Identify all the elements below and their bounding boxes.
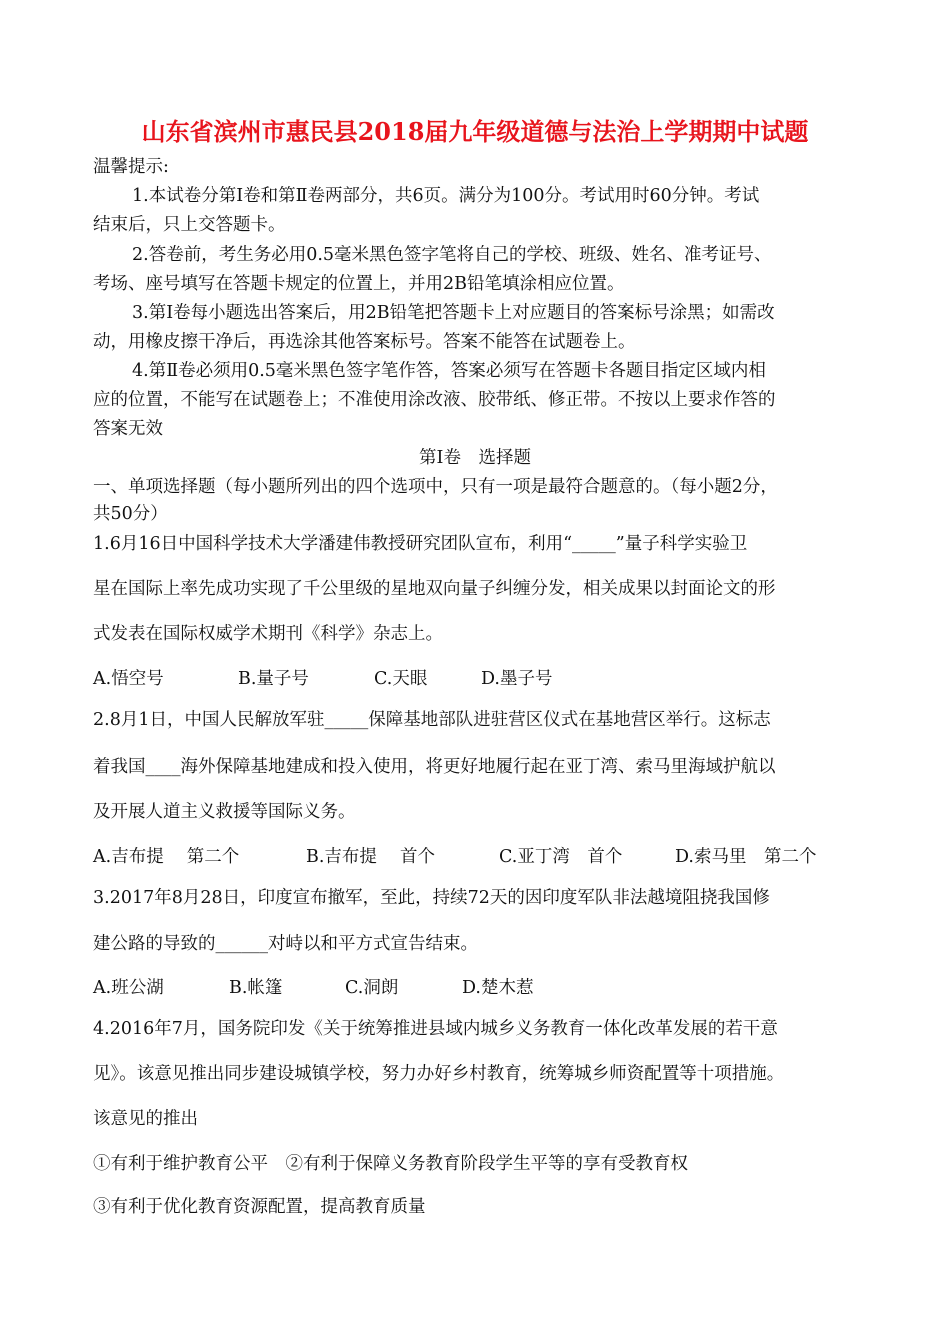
page-title: 山东省滨州市惠民县2018届九年级道德与法治上学期期中试题 xyxy=(141,117,809,146)
question-3-line-1: 3.2017年8月28日，印度宣布撤军，至此，持续72天的因印度军队非法越境阻挠我国修 xyxy=(93,888,770,908)
question-4-line-2: 见》。该意见推出同步建设城镇学校，努力办好乡村教育，统筹城乡师资配置等十项措施。 xyxy=(93,1064,785,1084)
question-1-line-1: 1.6月16日中国科学技术大学潘建伟教授研究团队宣布，利用“_____”量子科学实验卫 xyxy=(93,534,748,554)
question-2-line-2: 着我国____海外保障基地建成和投入使用，将更好地履行起在亚丁湾、索马里海域护航以 xyxy=(93,757,776,777)
tip-3-line-2: 动，用橡皮擦干净后，再选涂其他答案标号。答案不能答在试题卷上。 xyxy=(93,332,636,352)
tip-4-line-1: 4.第Ⅱ卷必须用0.5毫米黑色签字笔作答，答案必须写在答题卡各题目指定区域内相 xyxy=(132,361,766,381)
question-3-option-b: B.帐篷 xyxy=(229,978,283,998)
tip-4-line-3: 答案无效 xyxy=(93,419,163,439)
tip-2-line-2: 考场、座号填写在答题卡规定的位置上，并用2B铅笔填涂相应位置。 xyxy=(93,274,625,294)
question-2-line-1: 2.8月1日，中国人民解放军驻_____保障基地部队进驻营区仪式在基地营区举行。这标志 xyxy=(93,710,771,730)
question-1-line-3: 式发表在国际权威学术期刊《科学》杂志上。 xyxy=(93,624,443,644)
tip-4-line-2: 应的位置，不能写在试题卷上；不准使用涂改液、胶带纸、修正带。不按以上要求作答的 xyxy=(93,390,776,410)
question-3-option-d: D.楚木惹 xyxy=(462,978,534,998)
question-1-option-a: A.悟空号 xyxy=(93,669,164,689)
tip-3-line-1: 3.第Ⅰ卷每小题选出答案后，用2B铅笔把答题卡上对应题目的答案标号涂黑；如需改 xyxy=(132,303,775,323)
question-1-option-c: C.天眼 xyxy=(374,669,428,689)
question-1-option-b: B.量子号 xyxy=(238,669,309,689)
tip-2-line-1: 2.答卷前，考生务必用0.5毫米黑色签字笔将自己的学校、班级、姓名、准考证号、 xyxy=(132,245,772,265)
question-4-line-1: 4.2016年7月，国务院印发《关于统筹推进县域内城乡义务教育一体化改革发展的若干意 xyxy=(93,1019,778,1039)
question-3-option-c: C.洞朗 xyxy=(345,978,399,998)
part-heading-line-1: 一、单项选择题（每小题所列出的四个选项中，只有一项是最符合题意的。（每小题2分， xyxy=(93,477,778,497)
question-2-line-3: 及开展人道主义救援等国际义务。 xyxy=(93,802,356,822)
tips-heading: 温馨提示: xyxy=(93,157,169,177)
tip-1-line-2: 结束后，只上交答题卡。 xyxy=(93,215,286,235)
question-4-statement-2: ③有利于优化教育资源配置，提高教育质量 xyxy=(93,1197,426,1217)
question-2-option-d: D.索马里 第二个 xyxy=(675,847,817,867)
part-heading-line-2: 共50分） xyxy=(93,504,168,524)
question-3-line-2: 建公路的导致的______对峙以和平方式宣告结束。 xyxy=(93,934,478,954)
question-4-statement-1: ①有利于维护教育公平 ②有利于保障义务教育阶段学生平等的享有受教育权 xyxy=(93,1154,688,1174)
question-2-option-c: C.亚丁湾 首个 xyxy=(499,847,623,867)
section-title: 第Ⅰ卷 选择题 xyxy=(419,448,531,468)
tip-1-line-1: 1.本试卷分第Ⅰ卷和第Ⅱ卷两部分，共6页。满分为100分。考试用时60分钟。考试 xyxy=(132,186,760,206)
question-1-option-d: D.墨子号 xyxy=(481,669,553,689)
question-2-option-a: A.吉布提 第二个 xyxy=(93,847,240,867)
question-2-option-b: B.吉布提 首个 xyxy=(306,847,435,867)
question-1-line-2: 星在国际上率先成功实现了千公里级的星地双向量子纠缠分发，相关成果以封面论文的形 xyxy=(93,579,776,599)
question-3-option-a: A.班公湖 xyxy=(93,978,164,998)
question-4-line-3: 该意见的推出 xyxy=(93,1109,198,1129)
